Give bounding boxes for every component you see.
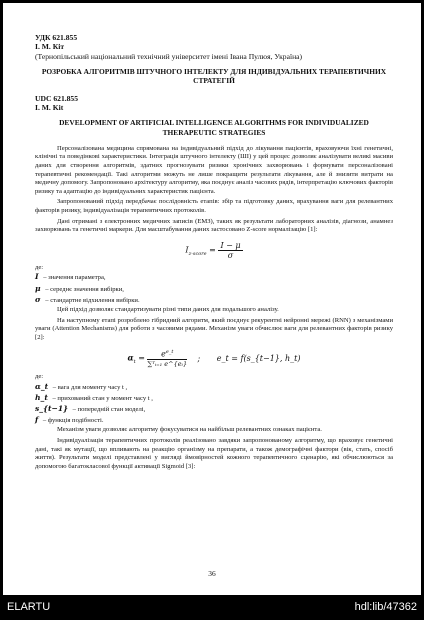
udc-uk: УДК 621.855 bbox=[35, 33, 78, 42]
legend2-item bbox=[35, 382, 393, 393]
formula1-denominator: σ bbox=[227, 250, 234, 260]
handle-id: hdl:lib/47362 bbox=[354, 601, 417, 613]
formula2-numerator: e bbox=[161, 350, 166, 360]
paragraph-intro: Персоналізована медицина спрямована на індивідуальний підхід до лікування пацієнтів, враховуючи їхні генетичні, клінічні та поведінкові характеристики. Інтеграція штучного інтелекту (ШІ) у цей процес дозволяє аналізувати великі масиви даних для створення алгоритмів, здатних прогнозувати ризики хронічних захворювань і формувати персоналізовані терапевтичні рекомендації. Такі алгоритми можуть не лише покращити результати лікування, але й знизити витрати на медичну допомогу. Запропоновано архітектуру алгоритму, яка поєднує аналіз часових рядів, інтерпретацію ключових факторів ризику та адаптацію до індивідуальних характеристик пацієнта. bbox=[35, 144, 393, 195]
legend1-intro: де: bbox=[35, 263, 44, 271]
legend2-text: – попередній стан моделі, bbox=[71, 406, 146, 414]
page-number: 36 bbox=[208, 569, 216, 578]
udc-en: UDC 621.855 bbox=[35, 93, 79, 103]
legend2-text: – вага для моменту часу t , bbox=[51, 383, 128, 391]
paragraph-focus: Механізм уваги дозволяє алгоритму фокусуватися на найбільш релевантних ознаках пацієнта. bbox=[57, 426, 322, 434]
legend1-symbol: σ bbox=[35, 294, 41, 304]
paragraph-data: Дані отримані з електронних медичних записів (ЕМЗ), таких як результати лабораторних аналізів, діагнози, анамнез захворювань та генетичні маркери. Для масштабування даних застосовано Z-score нормалізацію [1]: bbox=[35, 217, 393, 234]
legend2-item bbox=[35, 415, 393, 426]
legend2-intro: де: bbox=[35, 373, 44, 381]
legend2-symbol: f bbox=[35, 415, 39, 425]
legend1-item bbox=[35, 272, 393, 283]
legend1-text: – стандартне відхилення вибірки. bbox=[43, 296, 140, 304]
formula2-denominator: ∑ᵀᵢ₌₁ e^{eᵢ} bbox=[147, 360, 187, 369]
repository-name: ELARTU bbox=[7, 601, 51, 613]
affiliation-uk: (Тернопільський національний технічний університет імені Івана Пулюя, Україна) bbox=[35, 51, 303, 61]
paragraph-individualization: Індивідуалізація терапевтичних протоколів реалізовано завдяки запропонованому алгоритму, що враховує генетичні дані, такі як мутації, що впливають на реакцію організму на препарати, а також демографічні фактори (вік, стать, спосіб життя). Результати моделі представлені у вигляді ймовірностей кожного терапевтичного сценарію, які обчислюються за допомогою багатокласової функції активації Sigmoid [3]: bbox=[35, 437, 393, 470]
paragraph-hybrid: На наступному етапі розроблено гібридний алгоритм, який поєднує рекурентні нейронні мережі (RNN) з механізмами уваги (Attention Mechanisms) для роботи з часовими рядами. Механізм уваги обчислює ваги для релевантних факторів ризику [2]: bbox=[35, 316, 393, 341]
formula-zscore: $I_{z-score}$ = $\frac{I - \mu}{\sigma}$ bbox=[185, 240, 241, 260]
page-content bbox=[35, 33, 393, 473]
document-page bbox=[3, 3, 421, 595]
formula2-numerator-sup: e_t bbox=[165, 349, 174, 356]
formula1-numerator: I − μ bbox=[220, 240, 241, 250]
repository-footer bbox=[0, 595, 424, 620]
legend2-text: – прихований стан у момент часу t , bbox=[50, 394, 153, 402]
legend1-symbol: μ bbox=[35, 283, 41, 293]
author-en: I. M. Kit bbox=[35, 103, 64, 113]
paragraph-stages: Запропонований підхід передбачає послідовність етапів: збір та підготовку даних, врахування ваги для релевантних факторів ризику, індивідуалізація терапевтичних протоколів. bbox=[35, 198, 393, 214]
legend1-item bbox=[35, 295, 393, 306]
title-en: DEVELOPMENT OF ARTIFICIAL INTELLIGENCE ALGORITHMS FOR INDIVIDUALIZED THERAPEUTIC STRATEGIES bbox=[59, 118, 369, 137]
legend2-symbol: s_{t−1} bbox=[35, 404, 68, 414]
formula1-lhs: I bbox=[185, 245, 189, 255]
legend2-item bbox=[35, 404, 393, 415]
legend2-symbol: h_t bbox=[35, 392, 48, 402]
formula1-lhs-sub: z-score bbox=[188, 250, 207, 257]
formula2-lhs-sub: t bbox=[133, 359, 136, 366]
formula2-rhs: e_t = f(s_{t−1}, h_t) bbox=[216, 353, 301, 363]
legend2-symbol: α_t bbox=[35, 381, 49, 391]
formula2-lhs: α bbox=[127, 352, 134, 363]
legend2-text: – функція подібності. bbox=[41, 417, 104, 425]
author-uk: І. М. Кіт bbox=[35, 42, 65, 52]
legend1-text: – середнє значення вибірки, bbox=[43, 285, 124, 293]
legend1-item bbox=[35, 284, 393, 295]
title-uk: РОЗРОБКА АЛГОРИТМІВ ШТУЧНОГО ІНТЕЛЕКТУ ДЛЯ ІНДИВІДУАЛЬНИХ ТЕРАПЕВТИЧНИХ СТРАТЕГІЙ bbox=[41, 67, 387, 86]
paragraph-standardize: Цей підхід дозволяє стандартизувати різні типи даних для подальшого аналізу. bbox=[57, 305, 279, 313]
legend2-item bbox=[35, 393, 393, 404]
legend1-symbol: I bbox=[35, 272, 39, 282]
formula-attention: $\alpha_t$ = $\frac{e^{e\_t}}{\text{∑ᵀᵢ₌₁ e\textasciicircum{}\{eᵢ\}}}$ ; e_t = f(s_{t−1}, h_t) bbox=[127, 349, 301, 369]
legend1-text: – значення параметра, bbox=[41, 274, 106, 282]
